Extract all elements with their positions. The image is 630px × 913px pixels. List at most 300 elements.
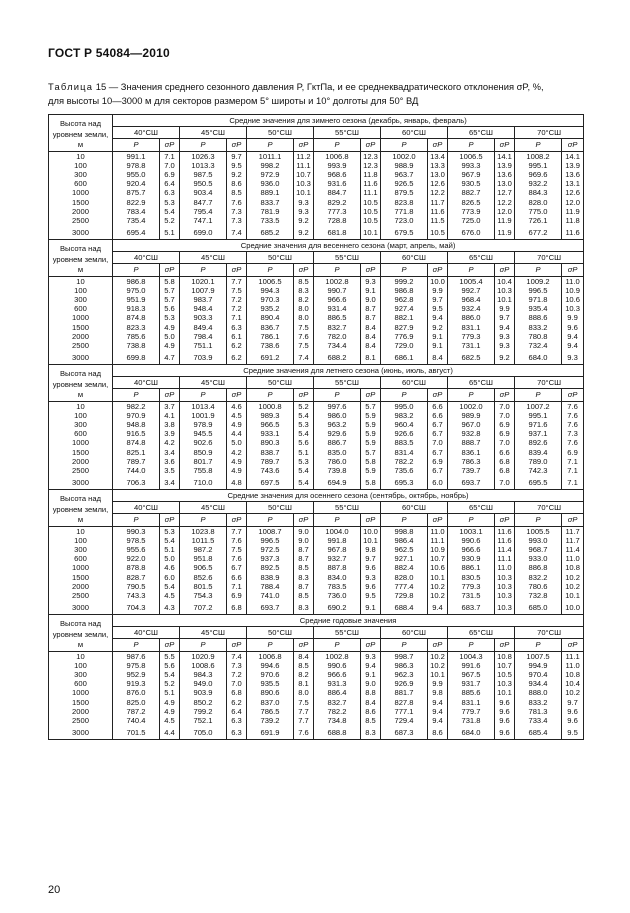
pressure-value: 744.0 — [113, 466, 160, 475]
sigma-value: 7.6 — [227, 197, 247, 206]
pressure-value: 966.6 — [448, 545, 495, 554]
table-row — [49, 466, 584, 475]
sigma-value: 8.0 — [294, 304, 314, 313]
pressure-value: 990.7 — [314, 286, 361, 295]
sigma-value: 4.4 — [227, 429, 247, 438]
sigma-value: 10.9 — [428, 545, 448, 554]
pressure-value: 703.9 — [180, 350, 227, 365]
pressure-value: 849.4 — [180, 322, 227, 331]
sigma-value: 9.2 — [428, 322, 448, 331]
pressure-value: 970.9 — [113, 411, 160, 420]
sigma-symbol: σP — [294, 389, 314, 401]
pressure-value: 828.0 — [515, 197, 562, 206]
sigma-value: 4.9 — [160, 697, 180, 706]
sigma-symbol: σP — [361, 514, 381, 526]
pressure-value: 970.3 — [247, 295, 294, 304]
sigma-value: 8.8 — [361, 688, 381, 697]
altitude-cell: 3000 — [49, 225, 113, 240]
pressure-value: 1020.9 — [180, 651, 227, 661]
sigma-value: 10.1 — [428, 670, 448, 679]
pressure-value: 955.0 — [113, 170, 160, 179]
latitude-header: 55°СШ — [314, 377, 381, 389]
pressure-value: 787.2 — [113, 707, 160, 716]
sigma-value: 7.4 — [294, 350, 314, 365]
sigma-value: 10.1 — [428, 572, 448, 581]
pressure-table-wrapper — [48, 114, 583, 740]
pressure-value: 788.4 — [247, 582, 294, 591]
sigma-value: 10.1 — [294, 188, 314, 197]
pressure-value: 690.2 — [314, 600, 361, 615]
pressure-value: 829.2 — [314, 197, 361, 206]
sigma-value: 8.5 — [294, 563, 314, 572]
sigma-value: 9.4 — [428, 600, 448, 615]
pressure-value: 775.0 — [515, 207, 562, 216]
latitude-header: 70°СШ — [515, 502, 584, 514]
pressure-value: 886.0 — [448, 313, 495, 322]
pressure-value: 885.6 — [448, 688, 495, 697]
pressure-value: 681.8 — [314, 225, 361, 240]
table-row — [49, 304, 584, 313]
sigma-value: 9.9 — [428, 679, 448, 688]
sigma-value: 10.7 — [294, 170, 314, 179]
sigma-value: 5.9 — [361, 420, 381, 429]
sigma-value: 8.7 — [294, 554, 314, 563]
pressure-value: 890.4 — [247, 313, 294, 322]
sigma-value: 10.7 — [428, 554, 448, 563]
pressure-symbol: P — [180, 139, 227, 151]
sigma-symbol: σP — [227, 514, 247, 526]
sigma-value: 13.1 — [562, 179, 584, 188]
pressure-value: 781.3 — [515, 707, 562, 716]
sigma-value: 14.1 — [562, 151, 584, 161]
pressure-value: 962.3 — [381, 670, 428, 679]
sigma-value: 9.5 — [562, 725, 584, 740]
pressure-value: 936.0 — [247, 179, 294, 188]
altitude-cell: 10 — [49, 651, 113, 661]
pressure-value: 693.7 — [448, 475, 495, 490]
height-column-header: Высота над уровнем земли, м — [49, 240, 113, 277]
parameter-header-row — [49, 139, 584, 151]
pressure-value: 743.6 — [247, 466, 294, 475]
sigma-value: 10.0 — [428, 276, 448, 286]
pressure-symbol: P — [381, 639, 428, 651]
sigma-value: 8.3 — [294, 286, 314, 295]
sigma-value: 11.9 — [562, 207, 584, 216]
table-row — [49, 401, 584, 411]
sigma-value: 5.3 — [294, 457, 314, 466]
sigma-value: 5.4 — [294, 429, 314, 438]
sigma-symbol: σP — [160, 514, 180, 526]
sigma-value: 5.9 — [361, 466, 381, 475]
pressure-value: 777.1 — [381, 707, 428, 716]
pressure-value: 838.7 — [247, 447, 294, 456]
pressure-value: 932.2 — [515, 179, 562, 188]
pressure-value: 798.4 — [180, 332, 227, 341]
pressure-value: 1013.3 — [180, 161, 227, 170]
latitude-header: 60°СШ — [381, 377, 448, 389]
pressure-value: 972.9 — [247, 170, 294, 179]
sigma-value: 14.1 — [495, 151, 515, 161]
sigma-value: 7.4 — [227, 225, 247, 240]
sigma-value: 4.6 — [227, 401, 247, 411]
table-row — [49, 170, 584, 179]
latitude-header: 65°СШ — [448, 502, 515, 514]
pressure-value: 990.6 — [314, 661, 361, 670]
sigma-value: 12.6 — [562, 188, 584, 197]
pressure-value: 738.8 — [113, 341, 160, 350]
pressure-symbol: P — [113, 139, 160, 151]
latitude-header: 70°СШ — [515, 377, 584, 389]
sigma-value: 4.2 — [160, 438, 180, 447]
sigma-value: 7.6 — [562, 411, 584, 420]
pressure-value: 799.2 — [180, 707, 227, 716]
sigma-value: 11.6 — [361, 179, 381, 188]
pressure-value: 822.9 — [113, 197, 160, 206]
table-row — [49, 225, 584, 240]
sigma-value: 7.7 — [227, 276, 247, 286]
sigma-value: 8.5 — [294, 661, 314, 670]
pressure-value: 922.0 — [113, 554, 160, 563]
pressure-symbol: P — [180, 639, 227, 651]
altitude-cell: 10 — [49, 151, 113, 161]
sigma-value: 9.4 — [428, 707, 448, 716]
pressure-value: 729.4 — [381, 716, 428, 725]
sigma-value: 8.4 — [428, 350, 448, 365]
sigma-value: 11.0 — [562, 554, 584, 563]
sigma-symbol: σP — [227, 264, 247, 276]
pressure-value: 994.3 — [247, 286, 294, 295]
pressure-value: 970.4 — [515, 670, 562, 679]
sigma-value: 12.0 — [495, 207, 515, 216]
height-column-header: Высота над уровнем земли, м — [49, 615, 113, 652]
pressure-value: 732.8 — [515, 591, 562, 600]
pressure-value: 701.5 — [113, 725, 160, 740]
sigma-value: 7.0 — [495, 411, 515, 420]
sigma-value: 8.0 — [294, 688, 314, 697]
sigma-value: 8.2 — [294, 295, 314, 304]
sigma-value: 9.1 — [361, 286, 381, 295]
pressure-value: 739.8 — [314, 466, 361, 475]
pressure-value: 875.7 — [113, 188, 160, 197]
pressure-value: 837.0 — [247, 697, 294, 706]
pressure-value: 735.6 — [381, 466, 428, 475]
altitude-cell: 2000 — [49, 332, 113, 341]
sigma-value: 9.0 — [294, 526, 314, 536]
sigma-value: 10.1 — [562, 591, 584, 600]
altitude-cell: 600 — [49, 304, 113, 313]
sigma-value: 6.3 — [227, 322, 247, 331]
pressure-value: 830.5 — [448, 572, 495, 581]
height-column-header: Высота над уровнем земли, м — [49, 365, 113, 402]
sigma-value: 7.7 — [294, 716, 314, 725]
latitude-header: 45°СШ — [180, 377, 247, 389]
sigma-symbol: σP — [294, 639, 314, 651]
pressure-value: 780.6 — [515, 582, 562, 591]
pressure-value: 699.0 — [180, 225, 227, 240]
pressure-value: 952.9 — [113, 670, 160, 679]
pressure-value: 983.2 — [381, 411, 428, 420]
pressure-value: 963.7 — [381, 170, 428, 179]
pressure-value: 998.2 — [247, 161, 294, 170]
sigma-value: 5.0 — [160, 332, 180, 341]
sigma-value: 8.6 — [227, 179, 247, 188]
sigma-value: 10.2 — [428, 591, 448, 600]
pressure-value: 1008.2 — [515, 151, 562, 161]
sigma-value: 9.4 — [428, 716, 448, 725]
sigma-value: 6.7 — [428, 429, 448, 438]
pressure-value: 998.8 — [381, 526, 428, 536]
table-row — [49, 600, 584, 615]
sigma-value: 9.1 — [361, 670, 381, 679]
pressure-value: 989.3 — [247, 411, 294, 420]
sigma-value: 4.9 — [227, 420, 247, 429]
latitude-header: 45°СШ — [180, 127, 247, 139]
sigma-value: 6.9 — [495, 429, 515, 438]
section-title: Средние годовые значения — [113, 615, 584, 627]
table-row — [49, 216, 584, 225]
pressure-value: 773.9 — [448, 207, 495, 216]
sigma-value: 11.9 — [495, 225, 515, 240]
table-row — [49, 350, 584, 365]
sigma-value: 5.7 — [160, 286, 180, 295]
latitude-header-row — [49, 377, 584, 389]
sigma-value: 9.6 — [562, 707, 584, 716]
pressure-value: 684.0 — [448, 725, 495, 740]
sigma-value: 9.3 — [294, 207, 314, 216]
sigma-value: 10.5 — [361, 197, 381, 206]
parameter-header-row — [49, 514, 584, 526]
pressure-value: 890.6 — [247, 688, 294, 697]
sigma-value: 9.6 — [361, 582, 381, 591]
sigma-value: 7.1 — [160, 151, 180, 161]
sigma-value: 7.6 — [562, 438, 584, 447]
pressure-value: 1008.7 — [247, 526, 294, 536]
pressure-value: 786.0 — [314, 457, 361, 466]
sigma-value: 5.4 — [294, 466, 314, 475]
sigma-value: 9.6 — [495, 697, 515, 706]
pressure-symbol: P — [448, 139, 495, 151]
table-row — [49, 707, 584, 716]
sigma-value: 10.6 — [562, 295, 584, 304]
sigma-value: 10.1 — [361, 225, 381, 240]
pressure-symbol: P — [381, 139, 428, 151]
pressure-symbol: P — [381, 264, 428, 276]
latitude-header: 55°СШ — [314, 627, 381, 639]
pressure-value: 705.0 — [180, 725, 227, 740]
section-title-row — [49, 240, 584, 252]
caption-label: Таблица — [48, 81, 94, 92]
pressure-symbol: P — [314, 389, 361, 401]
latitude-header: 40°СШ — [113, 627, 180, 639]
pressure-value: 688.4 — [381, 600, 428, 615]
pressure-value: 996.5 — [247, 536, 294, 545]
altitude-cell: 300 — [49, 420, 113, 429]
pressure-value: 782.2 — [381, 457, 428, 466]
sigma-value: 5.4 — [160, 670, 180, 679]
sigma-value: 7.0 — [428, 438, 448, 447]
sigma-symbol: σP — [428, 639, 448, 651]
pressure-value: 725.0 — [448, 216, 495, 225]
altitude-cell: 1500 — [49, 197, 113, 206]
document-code: ГОСТ Р 54084—2010 — [48, 46, 170, 60]
pressure-value: 971.8 — [515, 295, 562, 304]
sigma-value: 9.3 — [361, 651, 381, 661]
pressure-value: 967.5 — [448, 670, 495, 679]
pressure-value: 685.0 — [515, 600, 562, 615]
table-row — [49, 438, 584, 447]
table-row — [49, 536, 584, 545]
sigma-value: 5.7 — [361, 447, 381, 456]
sigma-value: 7.3 — [227, 207, 247, 216]
pressure-value: 903.3 — [180, 313, 227, 322]
pressure-value: 948.4 — [180, 304, 227, 313]
pressure-value: 984.3 — [180, 670, 227, 679]
sigma-value: 13.6 — [562, 170, 584, 179]
pressure-value: 903.4 — [180, 188, 227, 197]
sigma-value: 11.1 — [562, 651, 584, 661]
sigma-value: 3.6 — [160, 457, 180, 466]
sigma-symbol: σP — [562, 389, 584, 401]
table-row — [49, 679, 584, 688]
pressure-value: 742.3 — [515, 466, 562, 475]
pressure-value: 697.5 — [247, 475, 294, 490]
sigma-value: 7.2 — [227, 304, 247, 313]
pressure-value: 729.8 — [381, 591, 428, 600]
sigma-value: 11.6 — [495, 526, 515, 536]
table-row — [49, 179, 584, 188]
sigma-value: 5.4 — [160, 536, 180, 545]
sigma-value: 8.2 — [294, 670, 314, 679]
sigma-value: 7.5 — [294, 697, 314, 706]
sigma-value: 10.5 — [428, 225, 448, 240]
pressure-value: 878.8 — [113, 563, 160, 572]
sigma-symbol: σP — [428, 139, 448, 151]
altitude-cell: 2500 — [49, 591, 113, 600]
pressure-value: 991.6 — [448, 661, 495, 670]
pressure-value: 951.9 — [113, 295, 160, 304]
sigma-value: 8.6 — [361, 707, 381, 716]
pressure-value: 789.7 — [113, 457, 160, 466]
table-row — [49, 411, 584, 420]
pressure-value: 969.6 — [515, 170, 562, 179]
altitude-cell: 600 — [49, 179, 113, 188]
pressure-table — [48, 114, 584, 740]
sigma-value: 4.9 — [160, 322, 180, 331]
pressure-value: 935.5 — [247, 679, 294, 688]
pressure-value: 982.2 — [113, 401, 160, 411]
pressure-value: 782.0 — [314, 332, 361, 341]
table-row — [49, 197, 584, 206]
sigma-value: 7.2 — [227, 295, 247, 304]
pressure-value: 932.8 — [448, 429, 495, 438]
sigma-value: 9.5 — [227, 161, 247, 170]
sigma-value: 7.1 — [227, 582, 247, 591]
pressure-value: 1003.1 — [448, 526, 495, 536]
pressure-value: 786.1 — [247, 332, 294, 341]
sigma-value: 6.9 — [562, 447, 584, 456]
sigma-value: 13.0 — [495, 179, 515, 188]
sigma-value: 4.8 — [227, 475, 247, 490]
sigma-value: 6.9 — [160, 170, 180, 179]
pressure-value: 987.2 — [180, 545, 227, 554]
pressure-symbol: P — [180, 389, 227, 401]
pressure-value: 926.5 — [381, 179, 428, 188]
pressure-symbol: P — [515, 514, 562, 526]
pressure-value: 906.5 — [180, 563, 227, 572]
pressure-value: 828.7 — [113, 572, 160, 581]
sigma-value: 8.3 — [361, 725, 381, 740]
pressure-value: 929.6 — [314, 429, 361, 438]
sigma-value: 10.5 — [495, 670, 515, 679]
pressure-symbol: P — [515, 389, 562, 401]
sigma-value: 8.6 — [428, 725, 448, 740]
pressure-value: 932.7 — [314, 554, 361, 563]
pressure-value: 695.3 — [381, 475, 428, 490]
sigma-value: 11.0 — [562, 276, 584, 286]
sigma-symbol: σP — [160, 389, 180, 401]
altitude-cell: 100 — [49, 411, 113, 420]
pressure-value: 734.4 — [314, 341, 361, 350]
pressure-value: 918.3 — [113, 304, 160, 313]
pressure-value: 706.3 — [113, 475, 160, 490]
section-title-row — [49, 365, 584, 377]
sigma-value: 6.2 — [227, 697, 247, 706]
pressure-value: 836.1 — [448, 447, 495, 456]
sigma-value: 6.4 — [160, 179, 180, 188]
table-row — [49, 572, 584, 581]
sigma-value: 7.1 — [562, 466, 584, 475]
pressure-value: 1002.0 — [448, 401, 495, 411]
pressure-value: 1006.5 — [448, 151, 495, 161]
pressure-value: 937.3 — [247, 554, 294, 563]
table-row — [49, 332, 584, 341]
sigma-value: 4.4 — [160, 725, 180, 740]
pressure-value: 983.7 — [180, 295, 227, 304]
table-row — [49, 429, 584, 438]
pressure-value: 831.1 — [448, 322, 495, 331]
sigma-value: 7.7 — [294, 707, 314, 716]
sigma-value: 10.3 — [495, 679, 515, 688]
pressure-value: 691.2 — [247, 350, 294, 365]
sigma-value: 10.8 — [562, 563, 584, 572]
sigma-value: 10.1 — [495, 295, 515, 304]
table-row — [49, 563, 584, 572]
sigma-value: 11.2 — [294, 151, 314, 161]
sigma-value: 9.1 — [428, 332, 448, 341]
sigma-value: 5.6 — [294, 438, 314, 447]
sigma-value: 8.1 — [294, 679, 314, 688]
pressure-value: 971.6 — [515, 420, 562, 429]
table-row — [49, 545, 584, 554]
pressure-value: 935.2 — [247, 304, 294, 313]
sigma-value: 9.6 — [495, 716, 515, 725]
section-title: Средние значения для зимнего сезона (декабрь, январь, февраль) — [113, 115, 584, 127]
sigma-value: 11.6 — [495, 536, 515, 545]
pressure-value: 975.0 — [113, 286, 160, 295]
caption-line-1: 15 — Значения среднего сезонного давления P, ГктПа, и ее среднеквадратического отклонения σP, %, — [93, 81, 544, 92]
sigma-symbol: σP — [495, 389, 515, 401]
sigma-value: 10.3 — [495, 591, 515, 600]
pressure-value: 926.9 — [381, 679, 428, 688]
sigma-value: 8.7 — [361, 304, 381, 313]
sigma-value: 5.4 — [160, 582, 180, 591]
sigma-value: 13.9 — [562, 161, 584, 170]
latitude-header: 50°СШ — [247, 627, 314, 639]
altitude-cell: 1000 — [49, 438, 113, 447]
pressure-value: 834.0 — [314, 572, 361, 581]
pressure-value: 978.9 — [180, 420, 227, 429]
pressure-value: 738.6 — [247, 341, 294, 350]
